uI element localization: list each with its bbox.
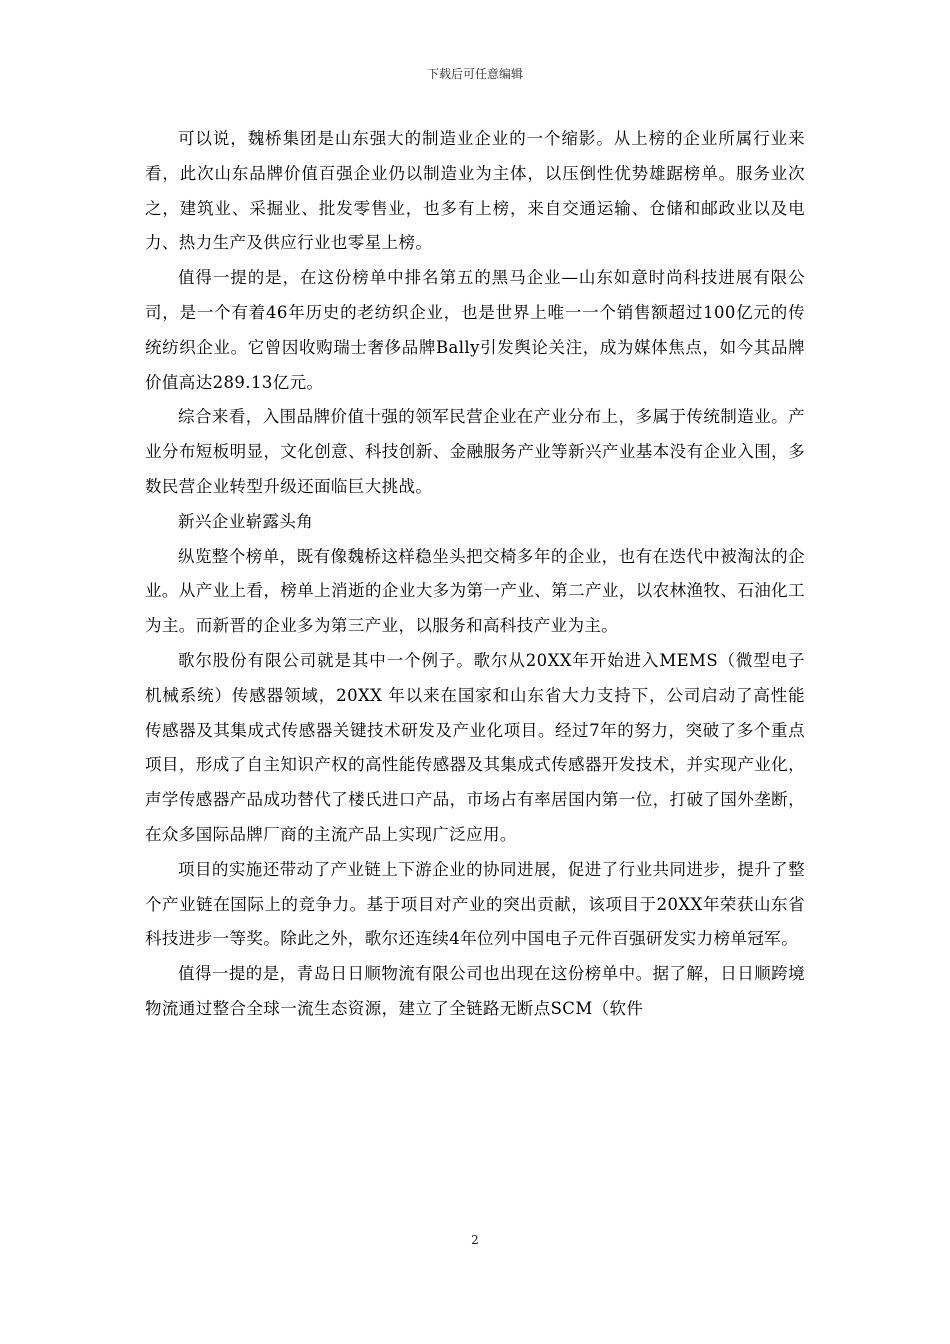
page-header: 下载后可任意编辑 xyxy=(426,67,523,81)
paragraph-rrs-logistics: 值得一提的是，青岛日日顺物流有限公司也出现在这份榜单中。据了解，日日顺跨境物流通过整合全球一流生态资源，建立了全链路无断点SCM（软件 xyxy=(145,964,805,1018)
paragraph-project-impact: 项目的实施还带动了产业链上下游企业的协同进展，促进了行业共同进步，提升了整个产业链在国际上的竞争力。基于项目对产业的突出贡献，该项目于20XX年荣获山东省科技进步一等奖。除此之外，歌尔还连续4年位列中国电子元件百强研发实力榜单冠军。 xyxy=(145,859,805,949)
paragraph-ranking-overview: 纵览整个榜单，既有像魏桥这样稳坐头把交椅多年的企业，也有在迭代中被淘汰的企业。从产业上看，榜单上消逝的企业大多为第一产业、第二产业，以农林渔牧、石油化工为主。而新晋的企业多为第三产业，以服务和高科技产业为主。 xyxy=(145,546,805,636)
paragraph-top-ten-overview: 综合来看，入围品牌价值十强的领军民营企业在产业分布上，多属于传统制造业。产业分布短板明显，文化创意、科技创新、金融服务产业等新兴产业基本没有企业入围，多数民营企业转型升级还面临巨大挑战。 xyxy=(145,407,805,496)
paragraph-weiqiao-summary: 可以说，魏桥集团是山东强大的制造业企业的一个缩影。从上榜的企业所属行业来看，此次山东品牌价值百强企业仍以制造业为主体，以压倒性优势雄踞榜单。服务业次之，建筑业、采掘业、批发零售业，也多有上榜，来自交通运输、仓储和邮政业以及电力、热力生产及供应行业也零星上榜。 xyxy=(145,129,805,253)
paragraph-ruyi-fashion: 值得一提的是，在这份榜单中排名第五的黑马企业—山东如意时尚科技进展有限公司，是一个有着46年历史的老纺织企业，也是世界上唯一一个销售额超过100亿元的传统纺织企业。它曾因收购瑞士奢侈品牌Bally引发舆论关注，成为媒体焦点，如今其品牌价值高达289.13亿元。 xyxy=(145,268,805,392)
page-number: 2 xyxy=(471,1233,479,1247)
section-heading-emerging-enterprises: 新兴企业崭露头角 xyxy=(178,511,314,531)
paragraph-goertek-example: 歌尔股份有限公司就是其中一个例子。歌尔从20XX年开始进入MEMS（微型电子机械系统）传感器领域，20XX 年以来在国家和山东省大力支持下，公司启动了高性能传感器及其集成式传感器关键技术研发及产业化项目。经过7年的努力，突破了多个重点项目，形成了自主知识产权的高性能传感器及其集成式传感器开发技术，并实现产业化，声学传感器产品成功替代了楼氏进口产品，市场占有率居国内第一位，打破了国外垄断，在众多国际品牌厂商的主流产品上实现广泛应用。 xyxy=(145,650,805,844)
document-body xyxy=(145,122,805,1027)
